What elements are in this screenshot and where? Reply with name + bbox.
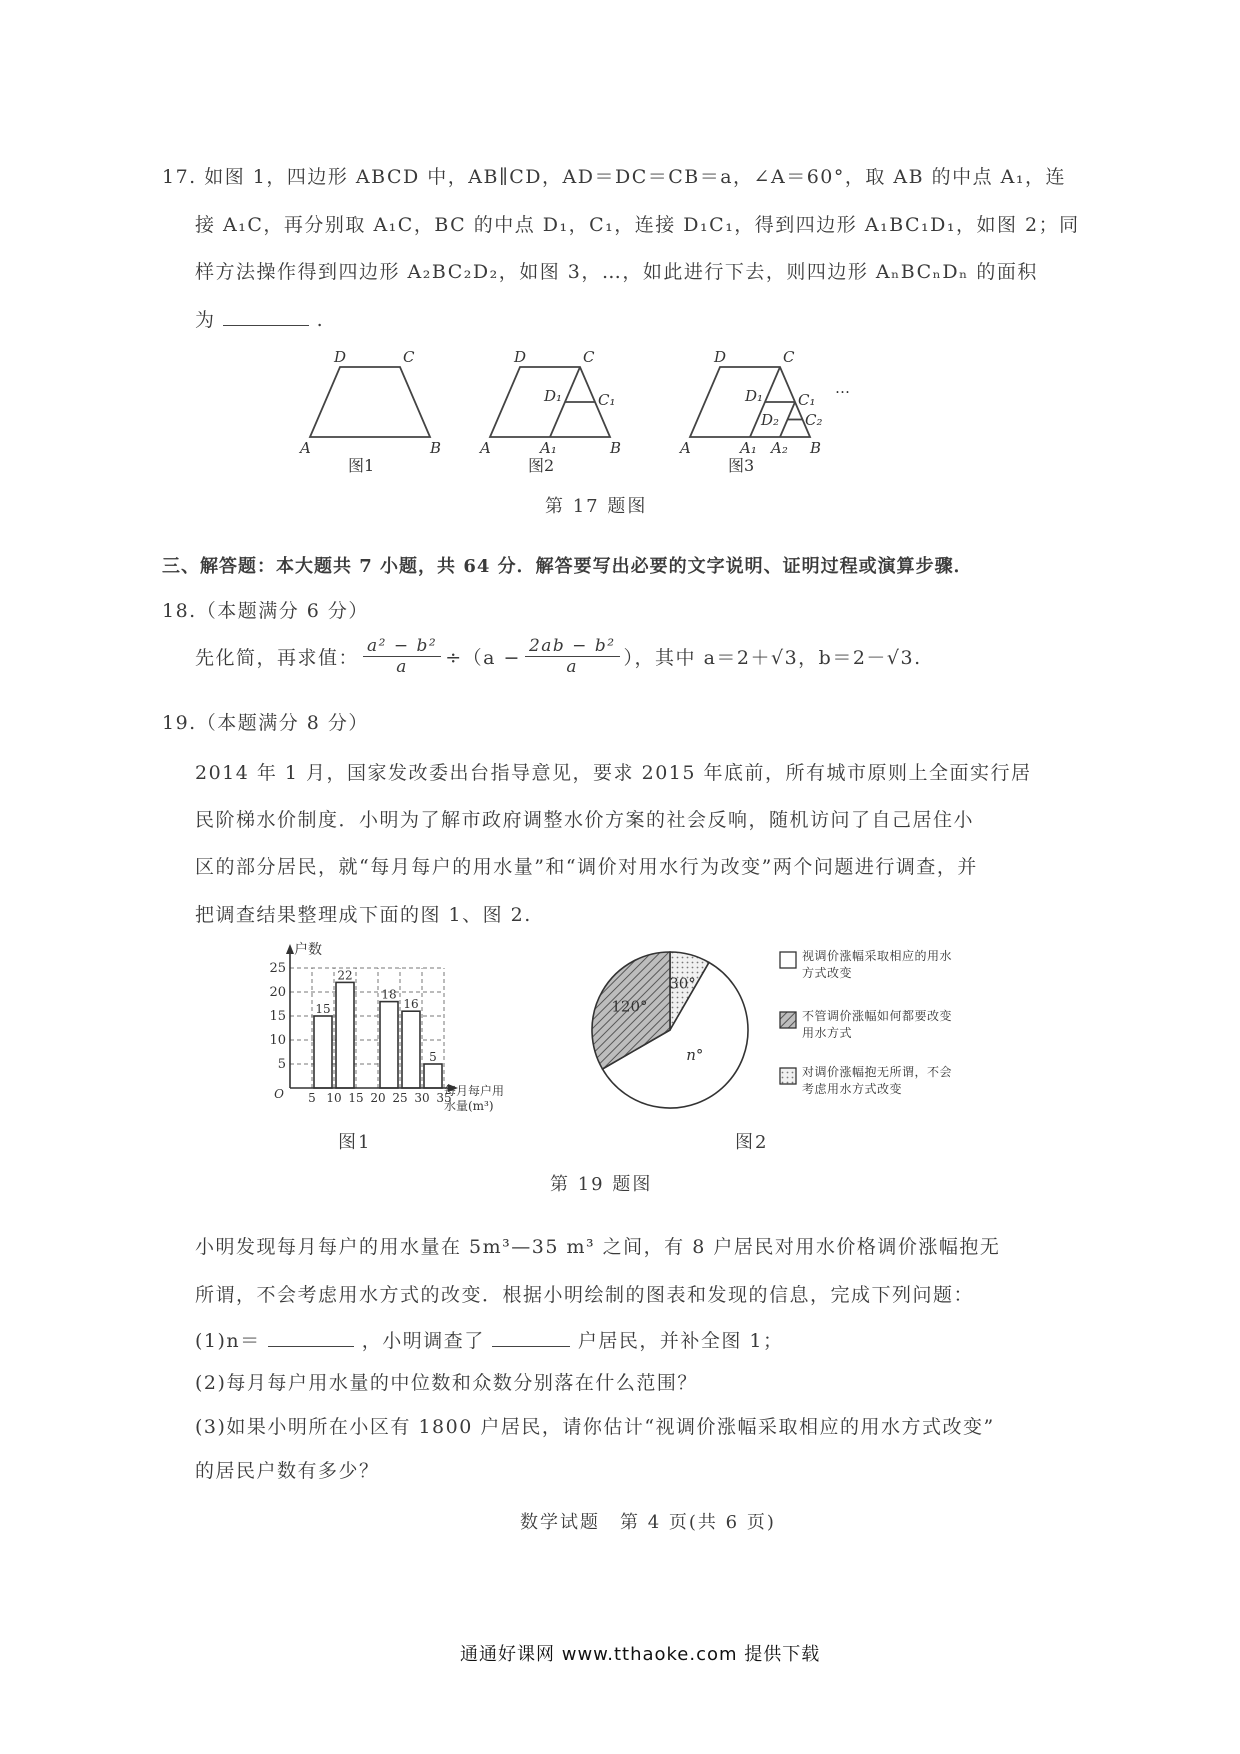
- histogram-bar-30-35: [424, 1064, 442, 1088]
- q19-header: 19.（本题满分 8 分）: [162, 712, 369, 734]
- x-tick-35: 35: [436, 1091, 452, 1105]
- histogram-bar-25-30: [402, 1011, 420, 1088]
- histogram-bar-20-25: [380, 1002, 398, 1088]
- q17-caption: 第 17 题图: [545, 496, 648, 517]
- q18-prefix: 先化简，再求值：: [195, 647, 360, 669]
- q18-header: 18.（本题满分 6 分）: [162, 600, 369, 622]
- q19-pie-chart: [580, 930, 960, 1130]
- fig3-label-C1: C₁: [798, 391, 816, 409]
- fig1-label-D: D: [334, 348, 347, 366]
- q18-fraction-2-denominator: a: [566, 657, 579, 677]
- q18-fraction-1-numerator: a² − b²: [363, 636, 441, 657]
- q19-n-answer-blank[interactable]: [268, 1328, 354, 1347]
- fig3-label-D1: D₁: [745, 387, 764, 405]
- q19-info-2: 所谓，不会考虑用水方式的改变．根据小明绘制的图表和发现的信息，完成下列问题：: [195, 1284, 975, 1306]
- fig3-label-C2: C₂: [805, 411, 823, 429]
- histogram-x-label-box: [444, 1084, 520, 1128]
- q19-subquestion-3: (3)如果小明所在小区有 1800 户居民，请你估计“视调价涨幅采取相应的用水方式改变”: [195, 1416, 995, 1438]
- q19-sq1-part-b: ，小明调查了: [361, 1330, 485, 1352]
- q19-paragraph-1: 2014 年 1 月，国家发改委出台指导意见，要求 2015 年底前，所有城市原则上全面实行居: [195, 762, 1032, 784]
- fig2-label-C1: C₁: [598, 391, 616, 409]
- histogram-origin: O: [274, 1087, 284, 1101]
- q18-suffix: ），其中 a＝2＋√3，b＝2－√3.: [623, 647, 922, 669]
- bar-label-30-35: 5: [429, 1050, 437, 1064]
- legend-text-blank: 视调价涨幅采取相应的用水方式改变: [802, 949, 952, 980]
- fig2-label-C: C: [583, 348, 595, 366]
- q17-figures: [290, 345, 910, 475]
- q17-fig3-label: 图3: [728, 456, 755, 475]
- q17-answer-suffix: .: [316, 309, 325, 331]
- histogram-y-label: 户数: [294, 942, 322, 958]
- x-tick-20: 20: [370, 1091, 386, 1105]
- pie-label-hatched: 120°: [611, 997, 648, 1016]
- q18-fraction-2-numerator: 2ab − b²: [525, 636, 620, 657]
- fig3-label-C: C: [783, 348, 795, 366]
- q19-fig1-label: 图1: [338, 1132, 372, 1153]
- q19-histogram: [250, 940, 550, 1140]
- q17-line-4: [195, 305, 324, 332]
- bar-label-5-10: 15: [315, 1002, 331, 1016]
- q19-info-1: 小明发现每月每户的用水量在 5m³—35 m³ 之间，有 8 户居民对用水价格调价涨幅抱无: [195, 1236, 1001, 1258]
- x-tick-10: 10: [326, 1091, 342, 1105]
- bar-label-10-15: 22: [337, 968, 353, 983]
- legend-swatch-dotted: [780, 1068, 796, 1084]
- fig3-ellipsis: …: [835, 379, 850, 397]
- fig1-label-C: C: [403, 348, 415, 366]
- section-3-heading: 三、解答题：本大题共 7 小题，共 64 分．解答要写出必要的文字说明、证明过程或演算步骤．: [162, 556, 973, 577]
- q17-line-3: 样方法操作得到四边形 A₂BC₂D₂，如图 3，…，如此进行下去，则四边形 AₙBCₙDₙ 的面积: [195, 261, 1038, 283]
- q19-subquestion-2: (2)每月每户用水量的中位数和众数分别落在什么范围？: [195, 1372, 698, 1394]
- fig3-label-A2: A₂: [771, 439, 788, 457]
- histogram-x-label: 每月每户用水量(m³): [444, 1084, 505, 1113]
- fig2-label-D1: D₁: [544, 387, 563, 405]
- q19-households-answer-blank[interactable]: [492, 1328, 570, 1347]
- histogram-grid: [290, 968, 444, 1088]
- q18-fraction-1-denominator: a: [396, 657, 408, 677]
- q17-answer-blank[interactable]: [223, 307, 309, 326]
- histogram-bar-5-10: [314, 1016, 332, 1088]
- y-tick-20: 20: [269, 985, 286, 1000]
- legend-text-box-hatched: [802, 1008, 952, 1052]
- bar-label-25-30: 16: [403, 997, 419, 1012]
- histogram-y-ticks: [269, 961, 286, 1072]
- fig1-label-A: A: [300, 439, 311, 457]
- q19-paragraph-4: 把调查结果整理成下面的图 1、图 2.: [195, 904, 532, 926]
- q19-sq1-part-c: 户居民，并补全图 1；: [577, 1330, 784, 1352]
- site-footer: 通通好课网 www.tthaoke.com 提供下载: [460, 1644, 821, 1665]
- pie-label-dotted: 30°: [669, 974, 696, 993]
- q18-fraction-2: [525, 636, 620, 677]
- fig3-label-D: D: [714, 348, 727, 366]
- pie-label-blank: n°: [686, 1045, 704, 1064]
- fig3-label-D2: D₂: [761, 411, 780, 429]
- x-tick-15: 15: [348, 1091, 364, 1105]
- y-tick-25: 25: [269, 961, 286, 976]
- q19-paragraph-2: 民阶梯水价制度．小明为了解市政府调整水价方案的社会反响，随机访问了自己居住小: [195, 809, 975, 831]
- y-tick-15: 15: [269, 1009, 286, 1024]
- legend-text-dotted: 对调价涨幅抱无所谓，不会考虑用水方式改变: [802, 1065, 952, 1096]
- legend-swatch-hatched: [780, 1012, 796, 1028]
- fig2-label-D: D: [514, 348, 527, 366]
- x-tick-5: 5: [308, 1091, 316, 1105]
- q19-fig2-label: 图2: [735, 1132, 769, 1153]
- fig3-label-A: A: [680, 439, 691, 457]
- q17-line-1: 17. 如图 1，四边形 ABCD 中，AB∥CD，AD＝DC＝CB＝a，∠A＝60°，取 AB 的中点 A₁，连: [162, 166, 1067, 188]
- x-tick-25: 25: [392, 1091, 408, 1105]
- q19-paragraph-3: 区的部分居民，就“每月每户的用水量”和“调价对用水行为改变”两个问题进行调查，并: [195, 856, 978, 878]
- q17-line-2: 接 A₁C，再分别取 A₁C，BC 的中点 D₁，C₁，连接 D₁C₁，得到四边形 A₁BC₁D₁，如图 2；同: [195, 214, 1080, 236]
- fig1-label-B: B: [430, 439, 442, 457]
- q18-expression: [195, 636, 922, 677]
- legend-text-box-dotted: [802, 1064, 952, 1108]
- legend-swatch-blank: [780, 952, 796, 968]
- q17-fig2-label: 图2: [528, 456, 555, 475]
- fig2-label-A1: A₁: [540, 439, 557, 457]
- fig2-label-B: B: [610, 439, 622, 457]
- histogram-x-ticks: [308, 1091, 451, 1105]
- q19-subquestion-1: [195, 1326, 784, 1353]
- q17-fig1-label: 图1: [348, 456, 375, 475]
- q19-caption: 第 19 题图: [550, 1174, 653, 1195]
- y-tick-10: 10: [269, 1033, 286, 1048]
- q19-subquestion-3-cont: 的居民户数有多少？: [195, 1460, 380, 1482]
- fig3-label-B: B: [810, 439, 822, 457]
- x-tick-30: 30: [414, 1091, 430, 1105]
- q18-divide: ÷（a −: [445, 647, 521, 669]
- page-footer: 数学试题 第 4 页(共 6 页): [520, 1512, 776, 1533]
- fig3-label-A1: A₁: [740, 439, 757, 457]
- q18-fraction-1: [363, 636, 441, 677]
- legend-text-box-blank: [802, 948, 952, 992]
- bar-label-20-25: 18: [381, 987, 397, 1002]
- histogram-bar-10-15: [336, 982, 354, 1088]
- q17-answer-prefix: 为: [195, 309, 216, 331]
- fig2-label-A: A: [480, 439, 491, 457]
- q19-sq1-part-a: (1)n＝: [195, 1330, 261, 1352]
- histogram-y-arrow: [286, 944, 294, 954]
- fig1-trapezoid: [310, 367, 430, 437]
- y-tick-5: 5: [277, 1057, 286, 1072]
- pie-legend: [780, 948, 952, 1108]
- legend-text-hatched: 不管调价涨幅如何都要改变用水方式: [802, 1009, 952, 1040]
